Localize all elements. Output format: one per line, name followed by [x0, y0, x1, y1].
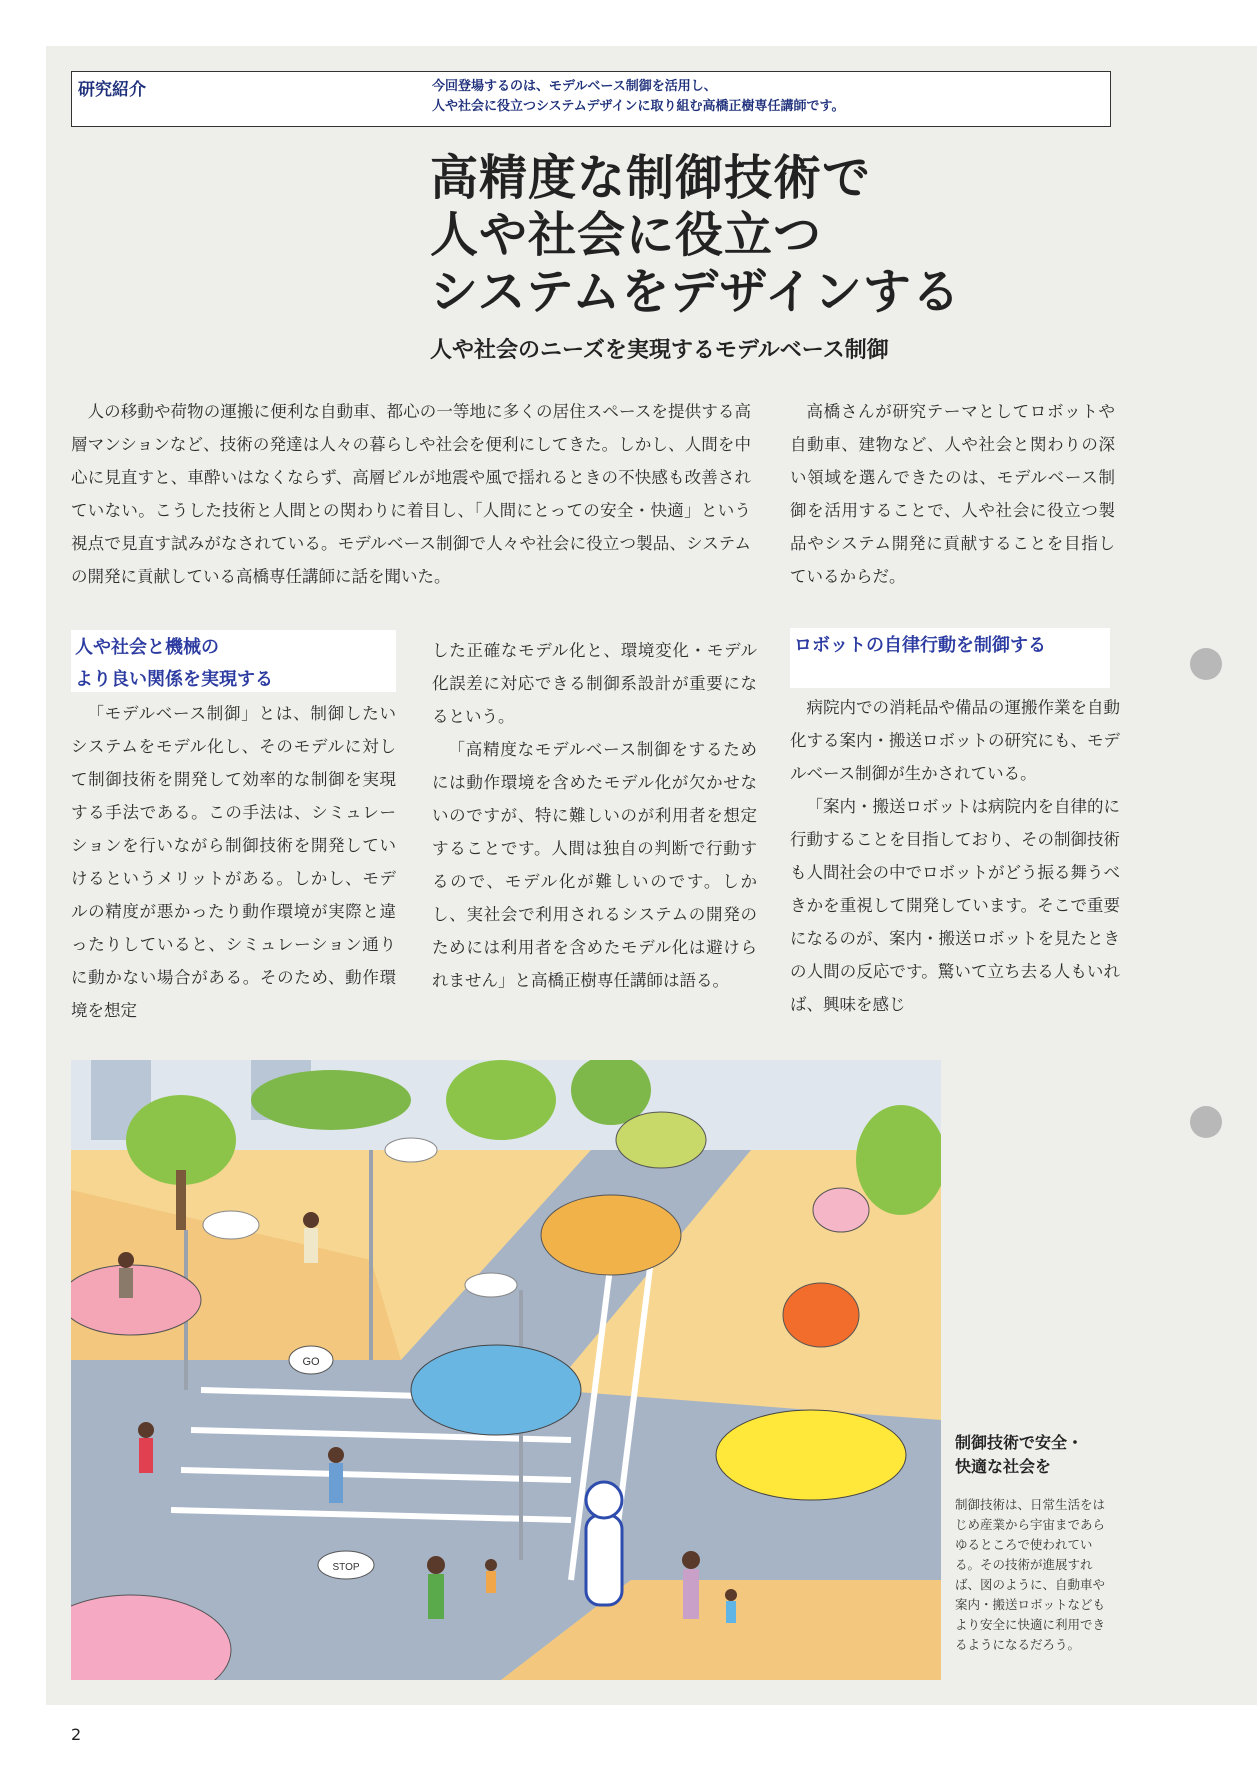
page-title	[430, 150, 961, 321]
street-illustration	[71, 1060, 941, 1680]
section1-heading-line2: より良い関係を実現する	[75, 669, 273, 690]
binder-hole-top	[1190, 648, 1222, 680]
caption-title	[955, 1431, 1083, 1479]
lead-paragraph	[71, 395, 751, 593]
section1-col1-p1: 「モデルベース制御」とは、制御したいシステムをモデル化し、そのモデルに対して制御技術を開発して効率的な制御を実現する手法である。この手法は、シミュレーションを行いながら制御技術を開発していけるというメリットがある。しかし、モデルの精度が悪かったり動作環境が実際と違ったりしていると、シミュレーション通りに動かない場合がある。そのため、動作環境を想定	[71, 704, 396, 1020]
section1-column1	[71, 697, 396, 1027]
section2-heading: ロボットの自律行動を制御する	[790, 628, 1110, 688]
section1-col2-p1: した正確なモデル化と、環境変化・モデル化誤差に対応できる制御系設計が重要になるという。	[432, 641, 757, 726]
section2-p1: 病院内での消耗品や備品の運搬作業を自動化する案内・搬送ロボットの研究にも、モデルベース制御が生かされている。	[790, 698, 1120, 783]
title-line3: システムをデザインする	[430, 264, 961, 320]
bubble-go-text: GO	[302, 1356, 320, 1368]
title-line1: 高精度な制御技術で	[430, 150, 872, 206]
bubble-stop-text: STOP	[332, 1562, 360, 1573]
section1-heading-line1: 人や社会と機械の	[75, 637, 219, 658]
lead-paragraph-right	[790, 395, 1115, 593]
section1-column2	[432, 634, 757, 997]
page-number: 2	[71, 1725, 82, 1744]
header-intro-line1: 今回登場するのは、モデルベース制御を活用し、	[432, 79, 717, 94]
caption-title-line1: 制御技術で安全・	[955, 1433, 1084, 1452]
lead-text: 人の移動や荷物の運搬に便利な自動車、都心の一等地に多くの居住スペースを提供する高層マンションなど、技術の発達は人々の暮らしや社会を便利にしてきた。しかし、人間を中心に見直すと、車酔いはなくならず、高層ビルが地震や風で揺れるときの不快感も改善されていない。こうした技術と人間との関わりに着目し、「人間にとっての安全・快適」という視点で見直す試みがなされている。モデルベース制御で人々や社会に役立つ製品、システムの開発に貢献している高橋専任講師に話を聞いた。	[71, 402, 751, 586]
caption-body: 制御技術は、日常生活をはじめ産業から宇宙まであらゆるところで使われている。その技術が進展すれば、図のように、自動車や案内・搬送ロボットなどもより安全に快適に利用できるようになるだろう。	[955, 1497, 1106, 1652]
binder-hole-bottom	[1190, 1106, 1222, 1138]
section-label: 研究紹介	[78, 80, 146, 100]
guide-robot	[586, 1482, 622, 1605]
header-intro	[432, 77, 845, 117]
section2-column	[790, 691, 1120, 1021]
title-line2: 人や社会に役立つ	[430, 207, 823, 263]
section1-heading	[71, 630, 396, 692]
header-intro-line2: 人や社会に役立つシステムデザインに取り組む高橋正樹専任講師です。	[432, 99, 845, 114]
page-subtitle: 人や社会のニーズを実現するモデルベース制御	[430, 337, 889, 363]
section1-col2-p2: 「高精度なモデルベース制御をするためには動作環境を含めたモデル化が欠かせないのですが、特に難しいのが利用者を想定することです。人間は独自の判断で行動するので、モデル化が難しいのです。しかし、実社会で利用されるシステムの開発のためには利用者を含めたモデル化は避けられません」と高橋正樹専任講師は語る。	[432, 740, 757, 990]
section2-p2: 「案内・搬送ロボットは病院内を自律的に行動することを目指しており、その制御技術も人間社会の中でロボットがどう振る舞うべきかを重視して開発しています。そこで重要になるのが、案内・搬送ロボットを見たときの人間の反応です。驚いて立ち去る人もいれば、興味を感じ	[790, 797, 1120, 1014]
street-scene	[71, 1060, 941, 1680]
lead-right-text: 高橋さんが研究テーマとしてロボットや自動車、建物など、人や社会と関わりの深い領域を選んできたのは、モデルベース制御を活用することで、人や社会に役立つ製品やシステム開発に貢献することを目指しているからだ。	[790, 402, 1115, 586]
caption-title-line2: 快適な社会を	[955, 1457, 1052, 1476]
header-box	[71, 71, 1111, 127]
